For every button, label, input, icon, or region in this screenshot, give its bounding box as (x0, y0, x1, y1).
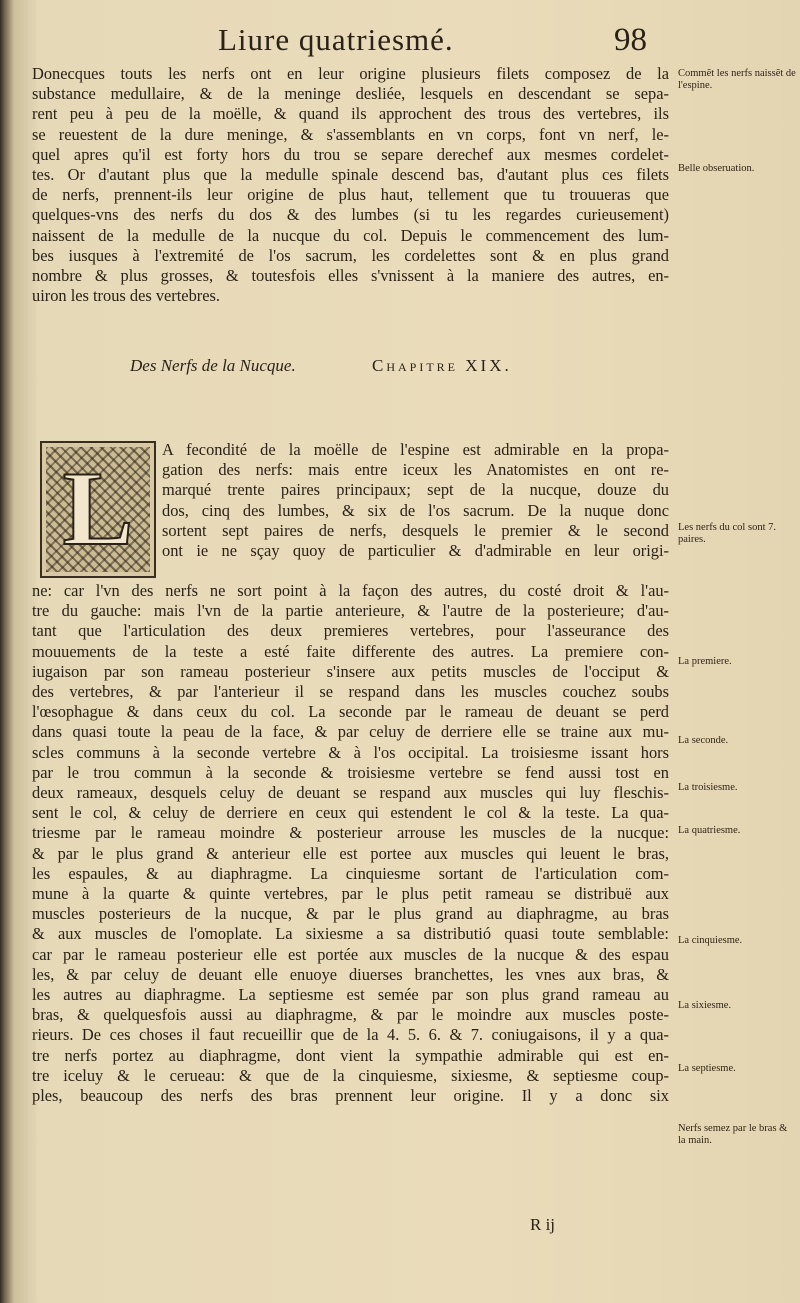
text-line: rent peu à peu de la moëlle, & quand ils approchent des trous des vertebres, ils (32, 104, 669, 124)
text-line: sortent sept paires de nerfs, desquels le premier & le second (162, 520, 669, 540)
margin-note: La quatriesme. (678, 825, 741, 836)
margin-note: La septiesme. (678, 1063, 736, 1074)
running-title: Liure quatriesmé. (218, 22, 454, 57)
text-line: muscles posterieurs de la nucque, & par le plus grand au diaphragme, au bras (32, 904, 669, 924)
text-line: des vertebres, & par l'anterieur il se respand dans les muscles couchez soubs (32, 682, 669, 702)
text-line: mouuements de la teste a esté faite differente des autres. La premiere con- (32, 641, 669, 661)
text-line: se reuestent de la dure meninge, & s'assemblants en vn corps, font vn nerf, le- (32, 124, 669, 144)
paragraph-nucque-intro (162, 440, 669, 561)
text-line: Donecques touts les nerfs ont en leur origine plusieurs filets composez de la (32, 64, 669, 83)
text-line: sent le col, & celuy de derriere en ceux qui estendent le col & la teste. La qua- (32, 803, 669, 823)
text-line: tre du gauche: mais l'vn de la partie anterieure, & l'autre de la posterieure; d'au- (32, 601, 669, 621)
text-line: nombre & plus grosses, & toutesfois elles s'vnissent à la maniere des autres, en- (32, 266, 669, 286)
decorated-initial (40, 441, 156, 578)
text-line: tes. Or d'autant plus que la medulle spinale descend bas, d'autant plus ces filets (32, 165, 669, 185)
text-line: & aux muscles de l'omoplate. La sixiesme a sa distributió quasi toute semblable: (32, 924, 669, 944)
margin-note: La sixiesme. (678, 1000, 732, 1011)
text-line: scles communs à la seconde vertebre & à l'os occipital. La troisiesme issant hors (32, 742, 669, 762)
signature-text: R ij (530, 1215, 556, 1234)
text-line: rieurs. De ces choses il faut recueillir que de la 4. 5. 6. & 7. coniugaisons, il y a qua- (32, 1025, 669, 1045)
page-number: 98 (614, 22, 647, 58)
text-line: les, & par celuy de deuant elle enuoye diuerses branchettes, les vnes aux bras, & (32, 964, 669, 984)
margin-note: La seconde. (678, 735, 729, 746)
text-line: dos, cinq des lumbes, & six de l'os sacrum. De la nuque donc (162, 500, 669, 520)
text-line: dans quasi toute la peau de la face, & par celuy de derriere elle se traine aux mu- (32, 722, 669, 742)
text-line: deux rameaux, desquels celuy de deuant se respand aux muscles qui luy fleschis- (32, 783, 669, 803)
margin-note: La troisiesme. (678, 782, 738, 793)
text-line: tant que l'articulation des deux premieres vertebres, pour l'asseurance des (32, 621, 669, 641)
margin-notes (678, 0, 796, 1303)
text-line: uiron les trous des vertebres. (32, 286, 220, 306)
text-line: quel apres qu'il est forty hors du trou se separe derechef aux mesmes cordelet- (32, 144, 669, 164)
text-line: iugaison par son rameau posterieur s'insere aux petits muscles de l'occiput & (32, 661, 669, 681)
paragraph-nerf-origin (32, 64, 669, 306)
text-line: marqué trente paires principaux; sept de la nucque, douze du (162, 480, 669, 500)
text-line: tre nerfs portez au diaphragme, dont vient la sympathie admirable qui est en- (32, 1045, 669, 1065)
margin-note: La cinquiesme. (678, 935, 743, 946)
text-line: tre iceluy & le cerueau: & que de la cinquiesme, sixiesme, & septiesme coup- (32, 1065, 669, 1085)
text-line: ont ie ne sçay quoy de particulier & d'admirable en leur origi- (162, 541, 669, 561)
chapter-number: Chapitre XIX. (372, 356, 512, 375)
text-line: car par le rameau posterieur elle est portée aux muscles de la nucque & des espau (32, 944, 669, 964)
text-line: mune à la quarte & quinte vertebres, par le plus petit rameau se distribuë aux (32, 884, 669, 904)
text-line: A fecondité de la moëlle de l'espine est admirable en la propa- (162, 440, 669, 459)
text-line: bes iusques à l'extremité de l'os sacrum, les cordelettes sont & en plus grand (32, 245, 669, 265)
signature-mark (530, 1215, 555, 1239)
text-line: triesme par le rameau moindre & posterieur arrouse les muscles de la nucque: (32, 823, 669, 843)
text-line: les espaules, & au diaphragme. La cinquiesme sortant de l'articulation com- (32, 863, 669, 883)
text-line: l'œsophague & dans ceux du col. La seconde par le rameau de deuant se perd (32, 702, 669, 722)
text-line: les autres au diaphragme. La septiesme est semée par son plus grand rameau au (32, 985, 669, 1005)
text-line: naissent de la medulle de la nucque du col. Depuis le commencement des lum- (32, 225, 669, 245)
text-line: ples, beaucoup des nerfs des bras prennent leur origine. Il y a donc six (32, 1086, 669, 1106)
margin-note: Nerfs semez par le bras & la main. (678, 1123, 788, 1146)
initial-letter: L (62, 450, 134, 567)
text-line: substance medullaire, & de la meninge desliée, lesquels en descendant se sepa- (32, 84, 669, 104)
text-line: gation des nerfs: mais entre iceux les Anatomistes en ont re- (162, 460, 669, 480)
paragraph-nucque-body (32, 581, 669, 1106)
margin-note: Les nerfs du col sont 7. paires. (678, 522, 776, 545)
margin-note: Belle obseruation. (678, 163, 755, 174)
text-line: quelques-vns des nerfs du dos & des lumbes (si tu les regardes curieusement) (32, 205, 669, 225)
text-line: de nerfs, prennent-ils leur origine de plus haut, tellement que tu trouueras que (32, 185, 669, 205)
margin-note: Commẽt les nerfs naissẽt de l'espine. (678, 68, 796, 91)
text-line: bras, & quelquesfois aussi au diaphragme, & par le moindre aux muscles poste- (32, 1005, 669, 1025)
chapter-title: Des Nerfs de la Nucque. (130, 356, 296, 375)
text-line: & par le plus grand & anterieur elle est portee aux muscles qui leuent le bras, (32, 843, 669, 863)
margin-note: La premiere. (678, 656, 732, 667)
text-line: ne: car l'vn des nerfs ne sort point à la façon des autres, du costé droit & l'au- (32, 581, 669, 600)
text-line: par le trou commun à la seconde & troisiesme vertebre se fend aussi tost en (32, 762, 669, 782)
